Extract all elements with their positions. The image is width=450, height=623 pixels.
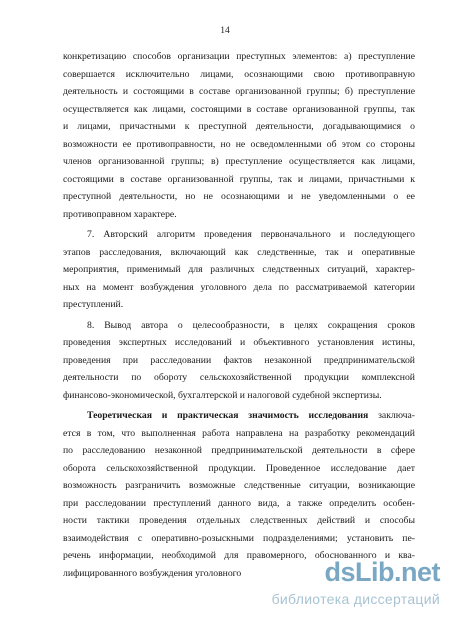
text-line: ется в том, что выполненная работа направлена на разработку рекомендаций [63,427,415,439]
text-line: этапов расследования, включающий как следственные, так и оперативные [63,246,415,258]
text-line: мероприятия, применимый для различных следственных ситуаций, характер- [63,264,415,275]
text-line: 7. Авторский алгоритм проведения первоначального и последующего [87,229,415,240]
paragraph-2 [63,226,415,314]
text-line: возможности ее противоправности, но не осведомленными об этом со стороны [63,138,415,150]
significance-rest: заключа- [368,410,415,421]
text-line: оборота сельскохозяйственной продукции. Проведенное исследование дает [63,462,415,474]
text-line: ности тактики проведения отдельных следственных действий и способы [63,515,415,526]
watermark-logo: dsLib.net [324,557,440,587]
text-line: финансово-экономической, бухгалтерской и налоговой судебной экспертизы. [63,389,382,401]
text-line: взаимодействия с оперативно-розыскными подразделениями; установить пе- [63,532,415,544]
paragraph-3 [63,317,415,405]
text-line: 8. Вывод автора о целесообразности, в целях сокращения сроков [87,319,415,331]
text-line: осуществляется как лицами, состоящими в составе организованной группы, так [63,103,415,115]
text-line: преступлений. [63,299,124,310]
watermark-subtitle: библиотека диссертаций [271,591,440,607]
text-line: и лицами, причастными к преступной деятельности, догадывающимися о [63,121,415,132]
page-number: 14 [220,26,230,36]
text-line: речень информации, необходимой для правомерного, обоснованного и ква- [63,550,415,561]
text-line: совершается исключительно лицами, осознающими свою противоправную [63,68,415,80]
text-line: проведения экспертных исследований и объективного установления истины, [63,337,415,348]
significance-heading: Теоретическая и практическая значимость исследования [87,410,369,421]
watermark [250,557,440,613]
text-line: проведения при расследовании фактов незаконной предпринимательской [63,354,415,366]
text-line: по расследованию незаконной предпринимательской деятельности в сфере [63,445,415,456]
text-line: деятельность и состоящими в составе организованной группы; б) преступление [63,86,415,97]
paragraph-1 [63,48,415,223]
document-body [63,48,415,582]
text-line: при расследовании преступлений данного вида, а также определить особен- [63,497,415,509]
text-line: противоправном характере. [63,208,177,220]
text-line: возможность разграничить возможные следственные ситуации, возникающие [63,480,415,491]
text-line: состоящими в составе организованной группы, так и лицами, причастными к [63,173,415,185]
text-line: конкретизацию способов организации преступных элементов: а) преступление [63,51,415,62]
paragraph-4 [63,407,415,582]
text-line: членов организованной группы; в) преступление осуществляется как лицами, [63,156,415,167]
text-line: деятельности по обороту сельскохозяйственной продукции комплексной [63,372,415,383]
text-line: ных на момент возбуждения уголовного дела по рассматриваемой категории [63,281,415,293]
text-line: преступной деятельности, но не осознающими и не уведомленными о ее [63,191,415,202]
text-line [63,407,415,425]
text-line: лифицированного возбуждения уголовного [63,567,242,579]
